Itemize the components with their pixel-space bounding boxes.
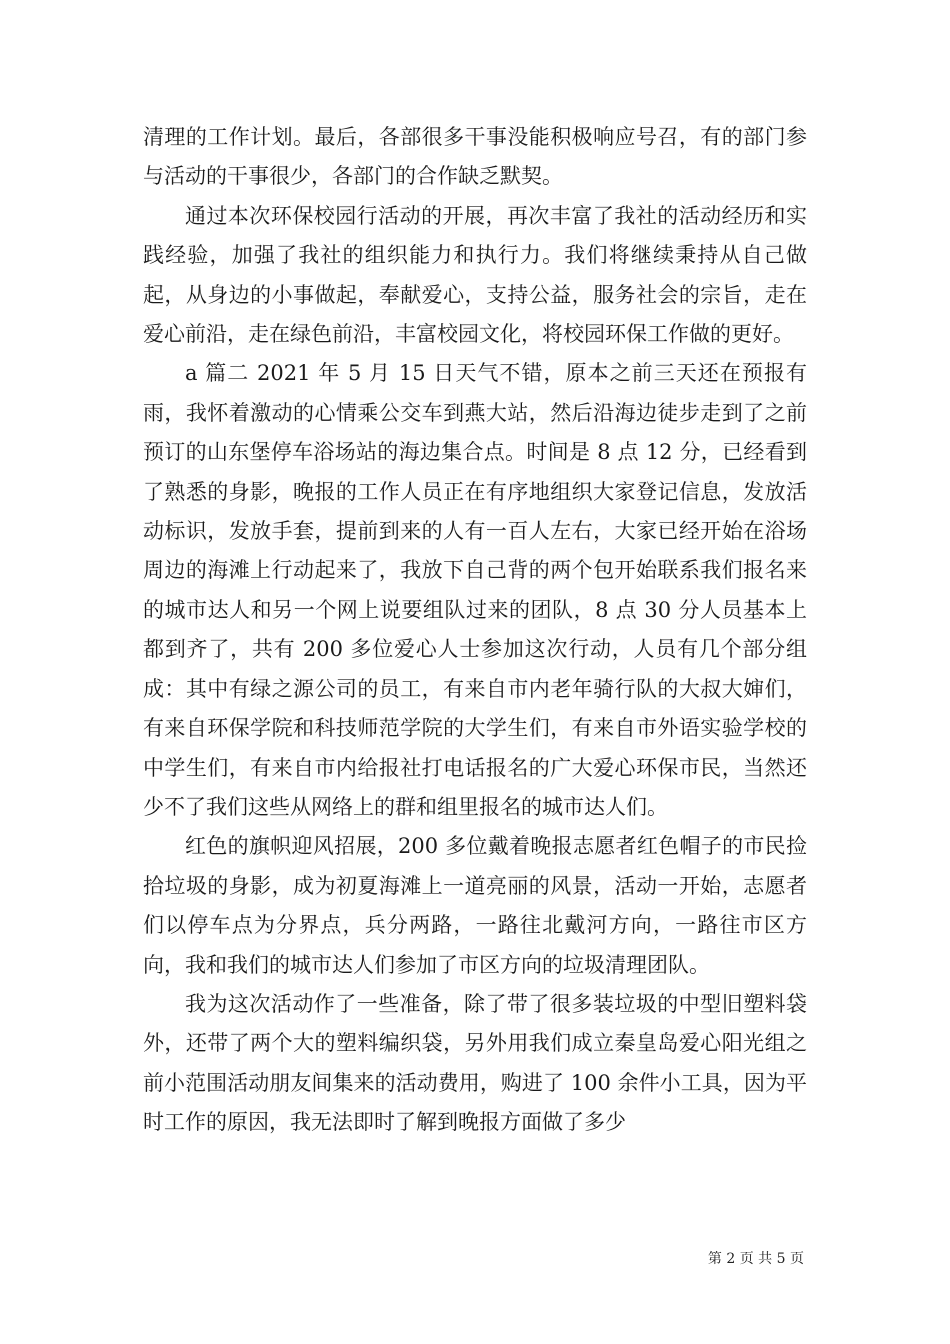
document-body	[143, 118, 807, 1143]
paragraph-part-two-intro: a 篇二 2021 年 5 月 15 日天气不错，原本之前三天还在预报有雨，我怀着激动的心情乘公交车到燕大站，然后沿海边徒步走到了之前预订的山东堡停车浴场站的海边集合点。时间是 8 点 12 分，已经看到了熟悉的身影，晚报的工作人员正在有序地组织大家登记信息，发放活动标识，发放手套，提前到来的人有一百人左右，大家已经开始在浴场周边的海滩上行动起来了，我放下自己背的两个包开始联系我们报名来的城市达人和另一个网上说要组队过来的团队，8 点 30 分人员基本上都到齐了，共有 200 多位爱心人士参加这次行动，人员有几个部分组成：其中有绿之源公司的员工，有来自市内老年骑行队的大叔大婶们，有来自环保学院和科技师范学院的大学生们，有来自市外语实验学校的中学生们，有来自市内给报社打电话报名的广大爱心环保市民，当然还少不了我们这些从网络上的群和组里报名的城市达人们。	[143, 361, 807, 819]
paragraph-activity-start: 红色的旗帜迎风招展，200 多位戴着晚报志愿者红色帽子的市民捡拾垃圾的身影，成为初夏海滩上一道亮丽的风景，活动一开始，志愿者们以停车点为分界点，兵分两路，一路往北戴河方向，一路往市区方向，我和我们的城市达人们参加了市区方向的垃圾清理团队。	[143, 834, 807, 977]
paragraph-preparation: 我为这次活动作了一些准备，除了带了很多装垃圾的中型旧塑料袋外，还带了两个大的塑料编织袋，另外用我们成立秦皇岛爱心阳光组之前小范围活动朋友间集来的活动费用，购进了 100 余件小工具，因为平时工作的原因，我无法即时了解到晚报方面做了多少	[143, 991, 807, 1135]
paragraph-continuation: 清理的工作计划。最后，各部很多干事没能积极响应号召，有的部门参与活动的干事很少，各部门的合作缺乏默契。	[143, 125, 807, 189]
paragraph-summary: 通过本次环保校园行活动的开展，再次丰富了我社的活动经历和实践经验，加强了我社的组织能力和执行力。我们将继续秉持从自己做起，从身边的小事做起，奉献爱心，支持公益，服务社会的宗旨，走在爱心前沿，走在绿色前沿，丰富校园文化，将校园环保工作做的更好。	[143, 203, 807, 347]
page-number-footer: 第 2 页 共 5 页	[707, 1251, 804, 1267]
